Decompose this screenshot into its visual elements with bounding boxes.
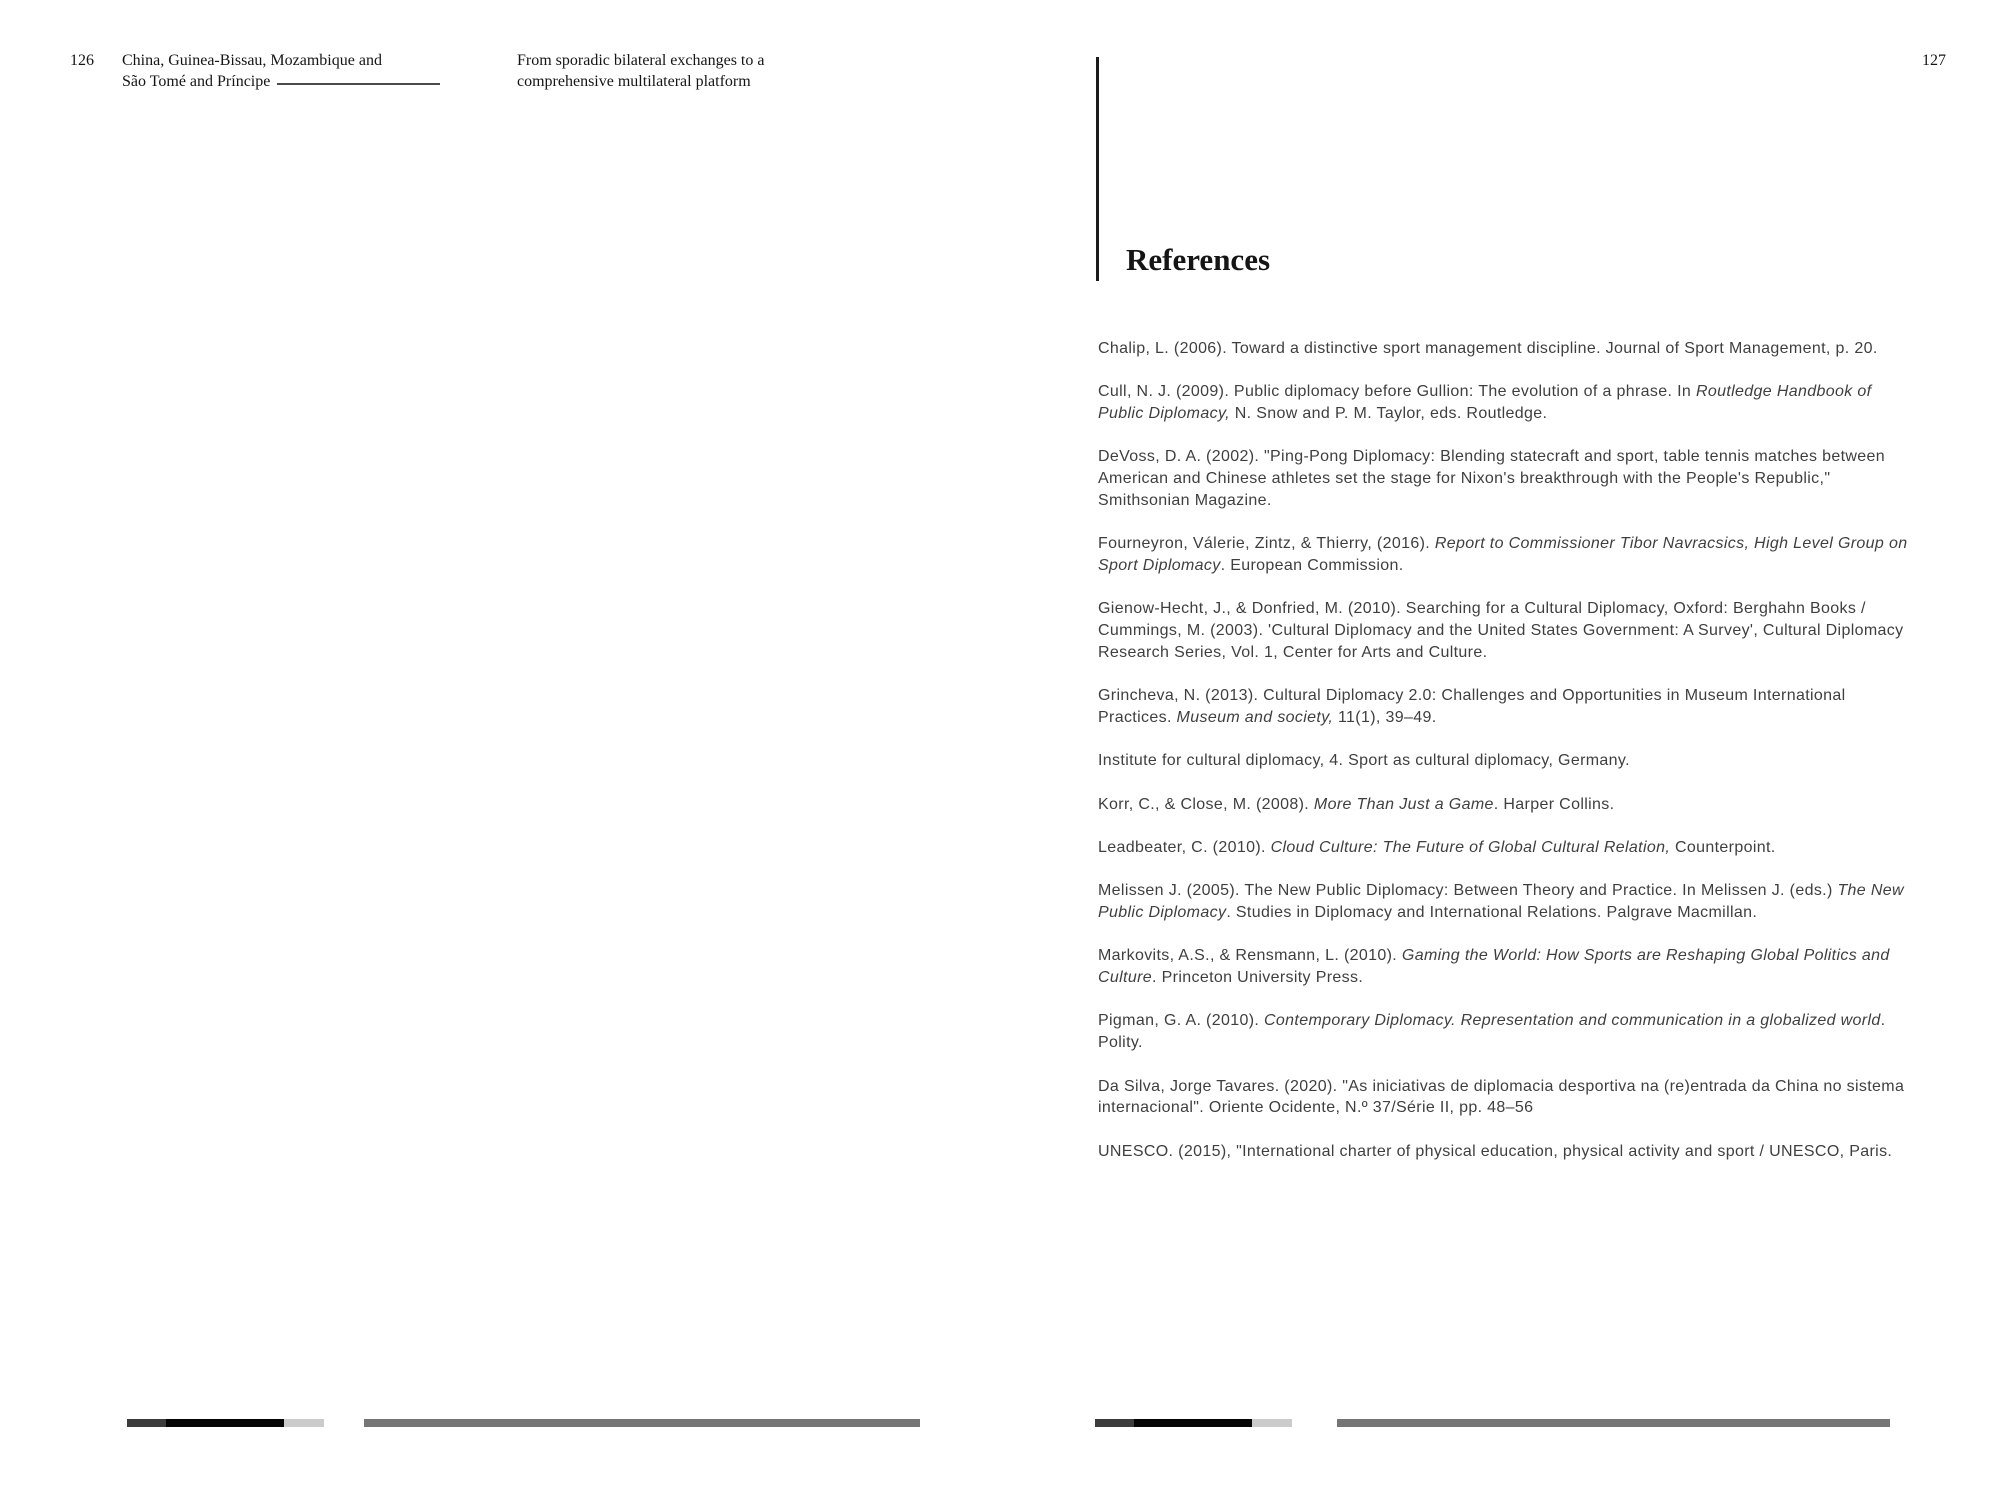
reference-item: Melissen J. (2005). The New Public Diplomacy: Between Theory and Practice. In Melissen J. (eds.) The New Public Diplomacy. Studies in Diplomacy and International Relations. Palgrave Macmillan. — [1098, 882, 1904, 922]
running-subtitle-line-2: comprehensive multilateral platform — [517, 73, 751, 90]
section-vertical-rule — [1096, 57, 1099, 281]
bar-segment-dark — [127, 1419, 166, 1427]
section-title: References — [1126, 241, 1271, 277]
running-subtitle-line-1: From sporadic bilateral exchanges to a — [517, 52, 765, 69]
footer-gray-bar-right — [1337, 1419, 1890, 1427]
reference-item: Pigman, G. A. (2010). Contemporary Diplomacy. Representation and communication in a globalized world. Polity. — [1098, 1012, 1886, 1052]
reference-item: Markovits, A.S., & Rensmann, L. (2010). Gaming the World: How Sports are Reshaping Global Politics and Culture. Princeton University Press. — [1098, 947, 1890, 987]
reference-item: UNESCO. (2015), "International charter of physical education, physical activity and sport / UNESCO, Paris. — [1098, 1142, 1893, 1160]
running-subtitle — [517, 50, 764, 92]
page-number-right: 127 — [1922, 52, 1946, 69]
reference-item: Gienow-Hecht, J., & Donfried, M. (2010). Searching for a Cultural Diplomacy, Oxford: Berghahn Books / Cummings, M. (2003). 'Cultural Diplomacy and the United States Government: A Survey', Cultural Diplomacy Research Series, Vol. 1, Center for Arts and Culture. — [1098, 600, 1904, 661]
reference-item: Chalip, L. (2006). Toward a distinctive sport management discipline. Journal of Sport Management, p. 20. — [1098, 340, 1878, 357]
bar-segment-light — [1252, 1419, 1292, 1427]
footer-segmented-bar-left — [127, 1419, 324, 1427]
title-rule — [277, 83, 440, 85]
running-title-line-1: China, Guinea-Bissau, Mozambique and — [122, 52, 382, 69]
reference-item: Leadbeater, C. (2010). Cloud Culture: The Future of Global Cultural Relation, Counterpoint. — [1098, 838, 1776, 856]
reference-item: Da Silva, Jorge Tavares. (2020). "As iniciativas de diplomacia desportiva na (re)entrada da China no sistema internacional". Oriente Ocidente, N.º 37/Série II, pp. 48–56 — [1098, 1077, 1905, 1117]
page-number-left: 126 — [70, 52, 94, 69]
reference-item: Korr, C., & Close, M. (2008). More Than Just a Game. Harper Collins. — [1098, 795, 1615, 813]
reference-item: DeVoss, D. A. (2002). "Ping-Pong Diplomacy: Blending statecraft and sport, table tennis matches between American and Chinese athletes set the stage for Nixon's breakthrough with the People's Republic," Smithsonian Magazine. — [1098, 448, 1886, 509]
reference-item: Fourneyron, Válerie, Zintz, & Thierry, (2016). Report to Commissioner Tibor Navracsics, High Level Group on Sport Diplomacy. European Commission. — [1098, 535, 1908, 575]
footer-gray-bar-left — [364, 1419, 920, 1427]
reference-item: Cull, N. J. (2009). Public diplomacy before Gullion: The evolution of a phrase. In Routledge Handbook of Public Diplomacy, N. Snow and P. M. Taylor, eds. Routledge. — [1098, 383, 1872, 423]
footer-segmented-bar-right — [1095, 1419, 1292, 1427]
running-title — [122, 50, 382, 92]
references-list — [1098, 338, 1916, 1184]
running-title-line-2: São Tomé and Príncipe — [122, 73, 271, 90]
bar-segment-black — [166, 1419, 284, 1427]
reference-item: Institute for cultural diplomacy, 4. Sport as cultural diplomacy, Germany. — [1098, 752, 1630, 770]
bar-segment-dark — [1095, 1419, 1134, 1427]
reference-item: Grincheva, N. (2013). Cultural Diplomacy 2.0: Challenges and Opportunities in Museum International Practices. Museum and society, 11(1), 39–49. — [1098, 687, 1846, 727]
bar-segment-light — [284, 1419, 324, 1427]
bar-segment-black — [1134, 1419, 1252, 1427]
